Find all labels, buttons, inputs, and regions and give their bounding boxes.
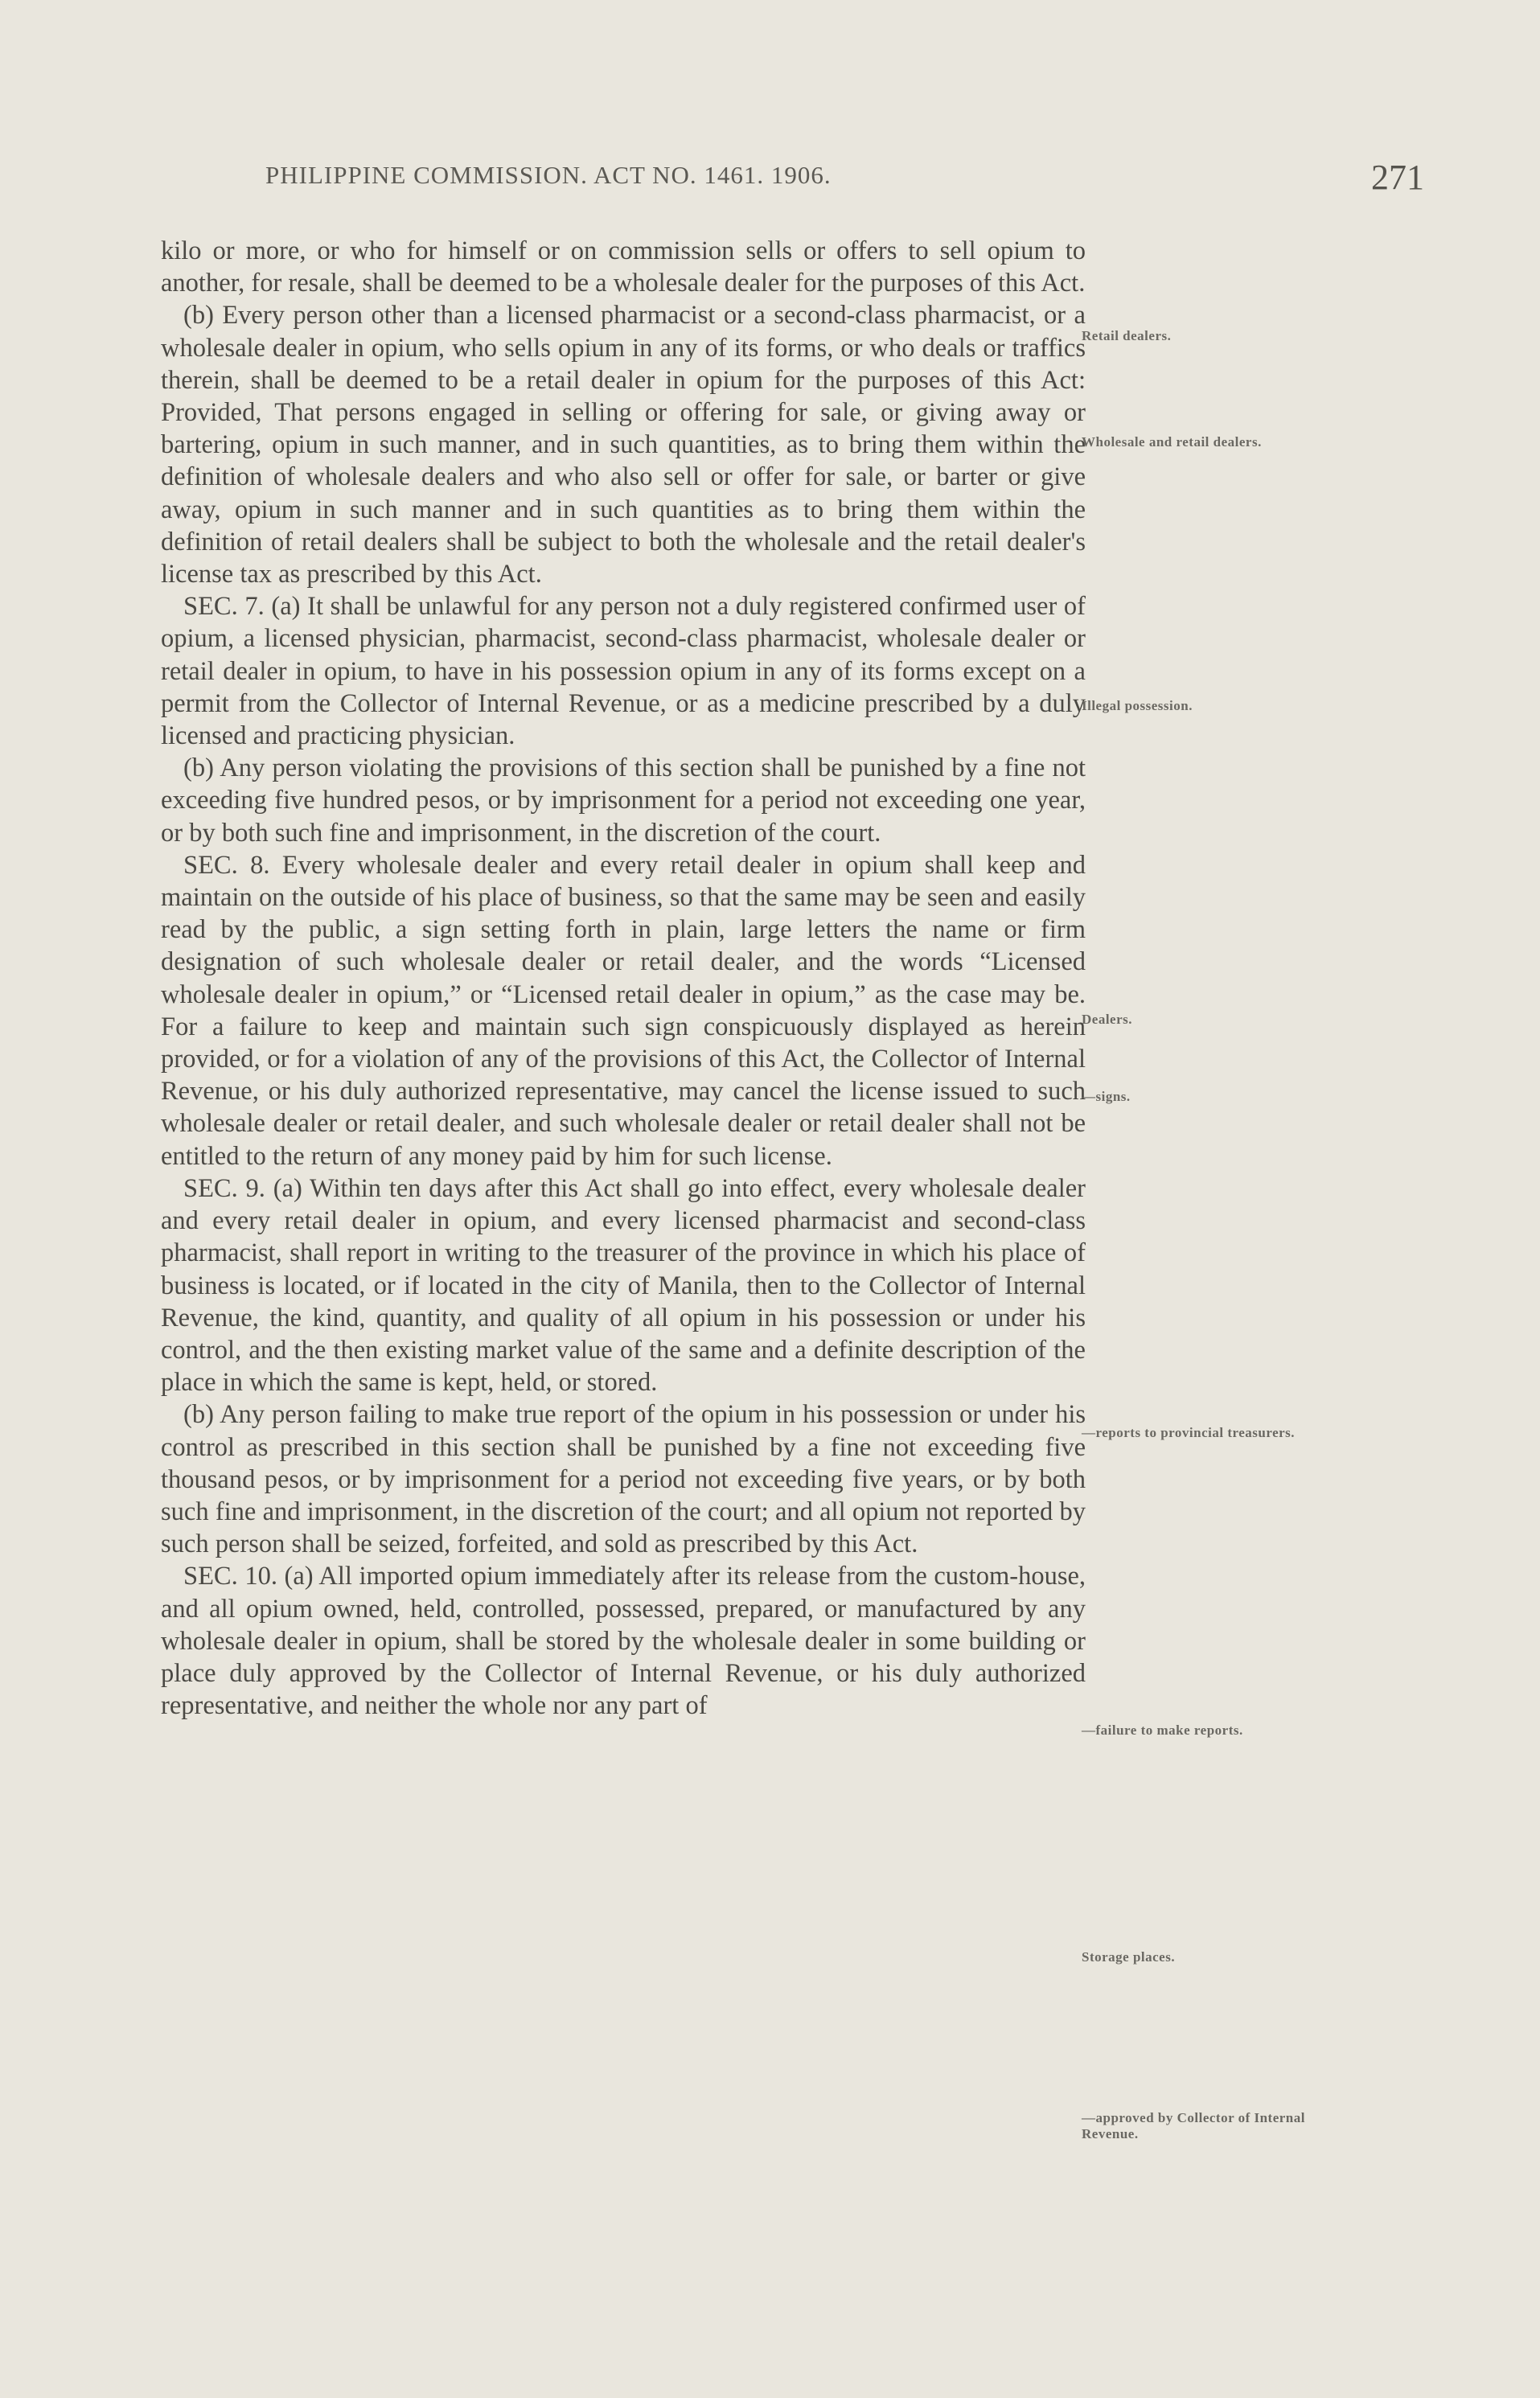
section-number: SEC. 8. xyxy=(183,850,270,880)
paragraph: (b) Every person other than a licensed pharmacist or a second-class pharmacist, or a wholesale dealer in opium, who sells opium in any of its forms, or who deals or traffics therein, shall be deemed to be a retail dealer in opium for the purposes of this Act: Provided, That persons engaged in selling or offering for sale, or giving away or bartering, opium in such manner, and in such quantities, as to bring them within the definition of wholesale dealers and who also sell or offer for sale, or barter or give away, opium in such manner and in such quantities as to bring them within the definition of retail dealers shall be subject to both the wholesale and the retail dealer's license tax as prescribed by this Act. xyxy=(161,301,1086,589)
paragraph-text: (a) All imported opium immediately after its release from the custom-house, and all opium owned, held, controlled, possessed, prepared, or manufactured by any wholesale dealer in opium, shall be stored by the wholesale dealer in some building or place duly approved by the Collector of Internal Revenue, or his duly authorized representative, and neither the whole nor any part of xyxy=(161,1562,1086,1721)
section-number: SEC. 7. xyxy=(183,592,265,622)
paragraph-text: (a) It shall be unlawful for any person not a duly registered confirmed user of opium, a licensed physician, pharmacist, second-class pharmacist, wholesale dealer or retail dealer in opium, to have in his possession opium in any of its forms except on a permit from the Collector of Internal Revenue, or as a medicine prescribed by a duly licensed and practicing physician. xyxy=(161,592,1086,751)
sidenote-retail-dealers: Retail dealers. xyxy=(1082,328,1172,343)
sidenote-failure-reports: —failure to make reports. xyxy=(1082,1723,1243,1738)
running-title: PHILIPPINE COMMISSION. ACT NO. 1461. 1906. xyxy=(265,161,832,189)
section-number: SEC. 10. xyxy=(183,1562,277,1591)
section-number: SEC. 9. xyxy=(183,1173,265,1203)
sidenote-approved-collector: —approved by Collector of Internal Revenue. xyxy=(1082,2110,1305,2141)
body-text xyxy=(161,235,1086,1722)
section-paragraph xyxy=(161,590,1086,752)
paragraph: (b) Any person violating the provisions of this section shall be punished by a fine not exceeding five hundred pesos, or by imprisonment for a period not exceeding one year, or by both such fine and imprisonment, in the discretion of the court. xyxy=(161,753,1086,848)
sidenote-signs: —signs. xyxy=(1082,1089,1131,1104)
paragraph-text: Every wholesale dealer and every retail dealer in opium shall keep and maintain on the outside of his place of business, so that the same may be seen and easily read by the public, a sign setting forth in plain, large letters the name or firm designation of such wholesale dealer or retail dealer, and the words “Licensed wholesale dealer in opium,” or “Licensed retail dealer in opium,” as the case may be. For a failure to keep and maintain such sign conspicuously displayed as herein provided, or for a violation of any of the provisions of this Act, the Collector of Internal Revenue, or his duly authorized representative, may cancel the license issued to such wholesale dealer or retail dealer, and such wholesale dealer or retail dealer shall not be entitled to the return of any money paid by him for such license. xyxy=(161,850,1086,1171)
sidenote-reports: —reports to provincial treasurers. xyxy=(1082,1425,1296,1440)
sidenote-illegal-possession: Illegal possession. xyxy=(1082,698,1193,713)
sidenote-storage-places: Storage places. xyxy=(1082,1949,1176,1965)
page-number: 271 xyxy=(1371,158,1424,197)
section-paragraph xyxy=(161,849,1086,1172)
paragraph-text: (a) Within ten days after this Act shall go into effect, every wholesale dealer and every retail dealer in opium, and every licensed pharmacist and second-class pharmacist, shall report in writing to the treasurer of the province in which his place of business is located, or if located in the city of Manila, then to the Collector of Internal Revenue, the kind, quantity, and quality of all opium in his possession or under his control, and the then existing market value of the same and a definite description of the place in which the same is kept, held, or stored. xyxy=(161,1173,1086,1398)
sidenote-dealers: Dealers. xyxy=(1082,1012,1133,1027)
section-paragraph xyxy=(161,1172,1086,1398)
section-paragraph xyxy=(161,1560,1086,1722)
paragraph: kilo or more, or who for himself or on commission sells or offers to sell opium to another, for resale, shall be deemed to be a wholesale dealer for the purposes of this Act. xyxy=(161,236,1086,298)
paragraph: (b) Any person failing to make true report of the opium in his possession or under his control as prescribed in this section shall be punished by a fine not exceeding five thousand pesos, or by imprisonment for a period not exceeding five years, or by both such fine and imprisonment, in the discretion of the court; and all opium not reported by such person shall be seized, forfeited, and sold as prescribed by this Act. xyxy=(161,1400,1086,1559)
sidenote-wholesale-retail: Wholesale and retail dealers. xyxy=(1082,434,1262,450)
